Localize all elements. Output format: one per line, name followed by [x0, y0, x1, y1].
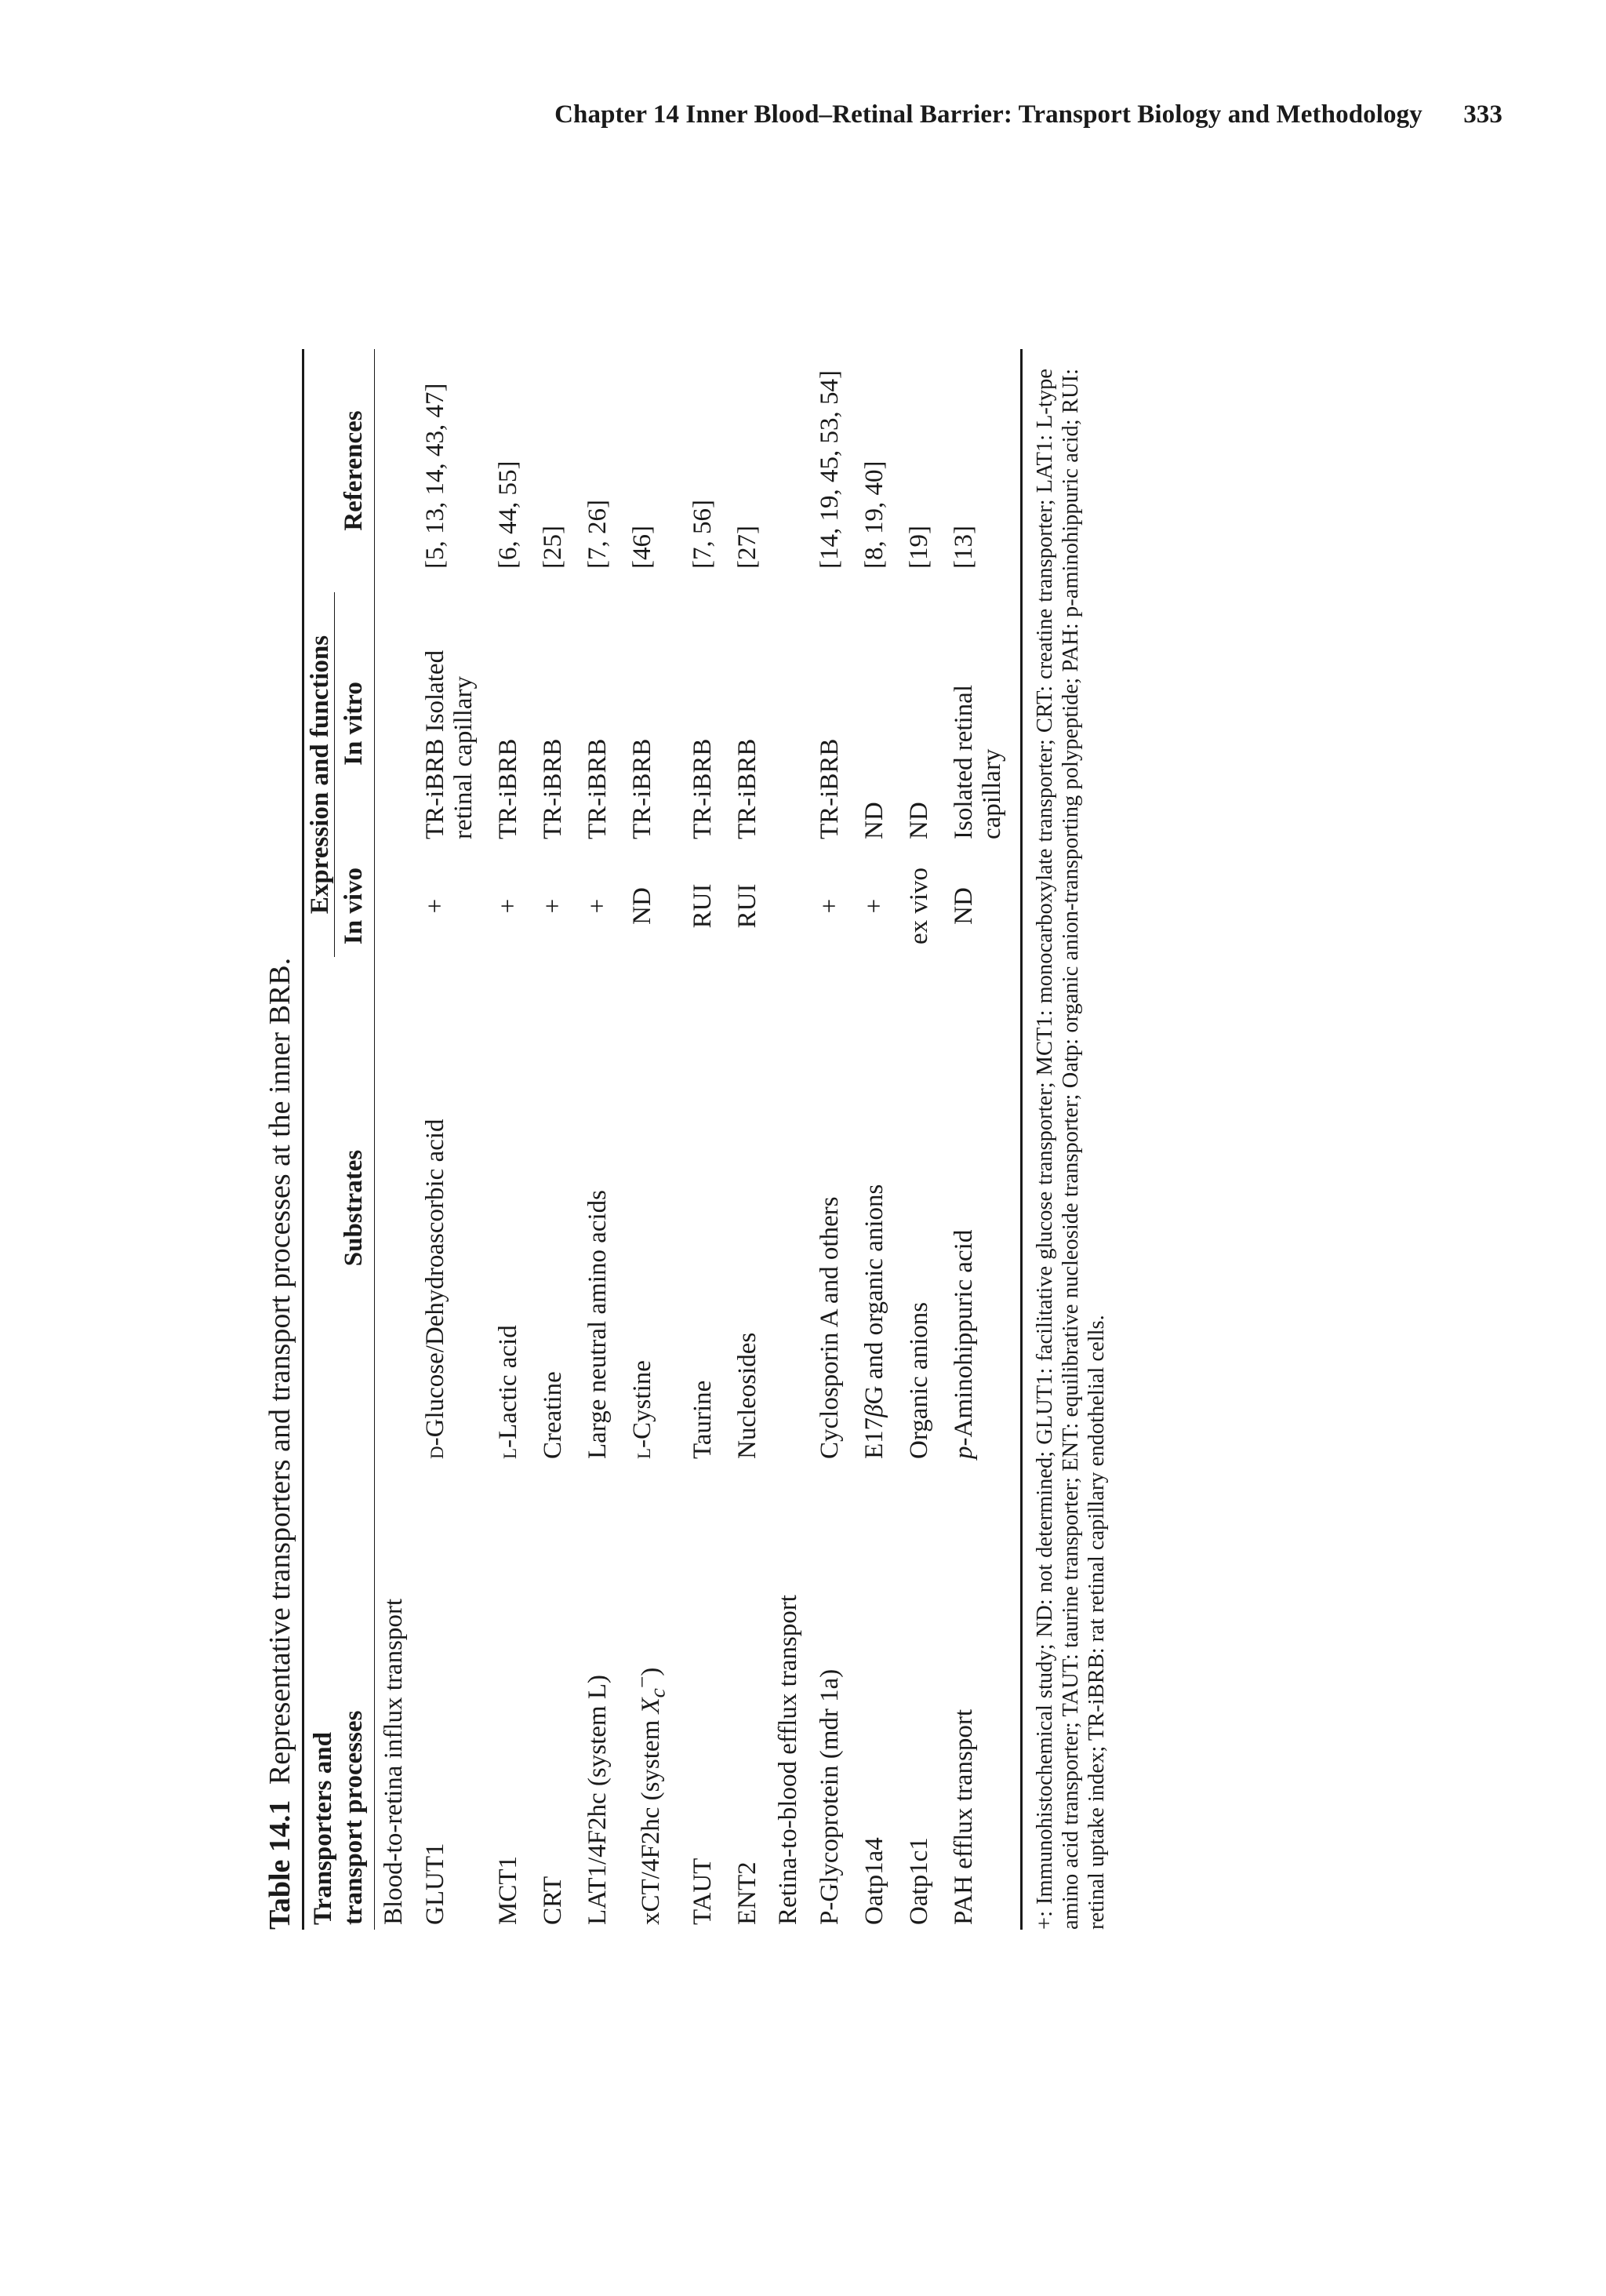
- cell-in-vivo: ex vivo: [904, 867, 933, 945]
- cell-refs: [13]: [949, 526, 978, 569]
- table-caption-text: Representative transporters and transport processes at the inner BRB.: [263, 957, 296, 1785]
- cell-transporter: PAH efflux transport: [949, 1709, 978, 1925]
- table-row: [680, 349, 725, 1930]
- section-title-efflux: Retina-to-blood efflux transport: [773, 1595, 802, 1925]
- cell-substrate: Nucleosides: [732, 1332, 761, 1459]
- cell-substrate: Large neutral amino acids: [583, 1189, 612, 1459]
- cell-substrate: p-Aminohippuric acid: [949, 1229, 978, 1459]
- cell-in-vitro: TR-iBRB: [688, 738, 717, 839]
- cell-substrate: l-Lactic acid: [494, 1325, 522, 1459]
- cell-in-vitro: TR-iBRB: [628, 738, 656, 839]
- table-header: [304, 349, 374, 1930]
- cell-substrate: l-Cystine: [628, 1360, 656, 1459]
- header-in-vivo: In vivo: [340, 867, 368, 945]
- cell-in-vivo: +: [583, 898, 612, 914]
- cell-in-vitro: TR-iBRB Isolated retinal capillary: [421, 650, 478, 839]
- cell-refs: [27]: [732, 526, 761, 569]
- group-rule: [334, 592, 335, 957]
- table-row: [941, 349, 1014, 1930]
- section-title-influx: Blood-to-retina influx transport: [380, 1598, 408, 1925]
- bottom-rule: [1020, 349, 1023, 1930]
- cell-in-vivo: RUI: [688, 883, 717, 929]
- cell-refs: [7, 26]: [583, 500, 612, 569]
- cell-refs: [8, 19, 40]: [859, 460, 888, 569]
- chapter-title: Chapter 14 Inner Blood–Retinal Barrier: Transport Biology and Methodology: [554, 100, 1423, 129]
- table-row: [530, 349, 575, 1930]
- cell-transporter: P-Glycoprotein (mdr 1a): [815, 1668, 844, 1925]
- cell-refs: [25]: [539, 526, 567, 569]
- cell-refs: [19]: [904, 526, 933, 569]
- header-substrates: Substrates: [340, 1149, 368, 1267]
- cell-in-vitro: ND: [859, 802, 888, 839]
- cell-transporter: ENT2: [732, 1861, 761, 1925]
- cell-in-vivo: ND: [949, 887, 978, 925]
- table-body: [375, 349, 1014, 1930]
- cell-in-vitro: TR-iBRB: [539, 738, 567, 839]
- table-row: [725, 349, 769, 1930]
- cell-in-vivo: +: [815, 898, 844, 914]
- page-number: 333: [1463, 100, 1502, 129]
- cell-substrate: Organic anions: [904, 1301, 933, 1459]
- cell-transporter: MCT1: [494, 1855, 522, 1925]
- table-row: [807, 349, 852, 1930]
- table-label: Table 14.1: [263, 1799, 296, 1930]
- header-in-vitro: In vitro: [340, 682, 368, 766]
- cell-in-vivo: RUI: [732, 883, 761, 929]
- cell-in-vivo: +: [859, 898, 888, 914]
- cell-in-vivo: +: [494, 898, 522, 914]
- header-references: References: [340, 410, 368, 531]
- cell-in-vitro: TR-iBRB: [732, 738, 761, 839]
- cell-transporter: CRT: [539, 1876, 567, 1925]
- rotated-table: [263, 349, 1109, 1930]
- cell-substrate: d-Glucose/Dehydroascorbic acid: [421, 1119, 449, 1459]
- table-caption: [263, 349, 302, 1930]
- cell-transporter: Oatp1c1: [904, 1837, 933, 1925]
- cell-in-vivo: ND: [628, 887, 656, 925]
- header-transporters-line2: transport processes: [340, 1710, 368, 1925]
- cell-transporter: xCT/4F2hc (system $X_c^-$): [630, 1667, 670, 1925]
- header-transporters-line1: Transporters and: [309, 1732, 337, 1925]
- cell-transporter: LAT1/4F2hc (system L): [583, 1675, 612, 1925]
- cell-transporter: GLUT1: [421, 1843, 449, 1925]
- table-row: [896, 349, 941, 1930]
- cell-in-vitro: Isolated retinal capillary: [949, 684, 1006, 839]
- cell-substrate: E17βG and organic anions: [859, 1184, 888, 1459]
- running-head: [554, 100, 1502, 129]
- table-row: [620, 349, 680, 1930]
- table-row: [485, 349, 530, 1930]
- cell-refs: [5, 13, 14, 43, 47]: [421, 383, 449, 569]
- cell-refs: [14, 19, 45, 53, 54]: [815, 370, 844, 569]
- cell-in-vivo: +: [421, 898, 449, 914]
- cell-transporter: Oatp1a4: [859, 1837, 888, 1925]
- cell-transporter: TAUT: [688, 1858, 717, 1925]
- table-row: [575, 349, 620, 1930]
- cell-in-vitro: TR-iBRB: [815, 738, 844, 839]
- cell-refs: [7, 56]: [688, 500, 717, 569]
- cell-in-vitro: TR-iBRB: [494, 738, 522, 839]
- cell-in-vivo: +: [539, 898, 567, 914]
- cell-in-vitro: ND: [904, 802, 933, 839]
- cell-substrate: Taurine: [688, 1380, 717, 1459]
- table-footnote: +: Immunohistochemical study; ND: not determined; GLUT1: facilitative glucose transporter; MCT1: monocarboxylate transporter; CRT: creatine transporter; LAT1: L-type amino acid transporter; TAUT: taurine transporter; ENT: equilibrative nucleoside transporter; Oatp: organic anion-transporting polypeptide; PAH: p-aminohippuric acid; RUI: retinal uptake index; TR-iBRB: rat retinal capillary endothelial cells.: [1032, 369, 1109, 1930]
- cell-substrate: Cyclosporin A and others: [815, 1196, 844, 1459]
- cell-refs: [46]: [628, 526, 656, 569]
- cell-substrate: Creatine: [539, 1371, 567, 1459]
- table-row: [412, 349, 485, 1930]
- cell-refs: [6, 44, 55]: [494, 460, 522, 569]
- table-row: [852, 349, 896, 1930]
- header-expression-group: Expression and functions: [306, 635, 334, 915]
- cell-in-vitro: TR-iBRB: [583, 738, 612, 839]
